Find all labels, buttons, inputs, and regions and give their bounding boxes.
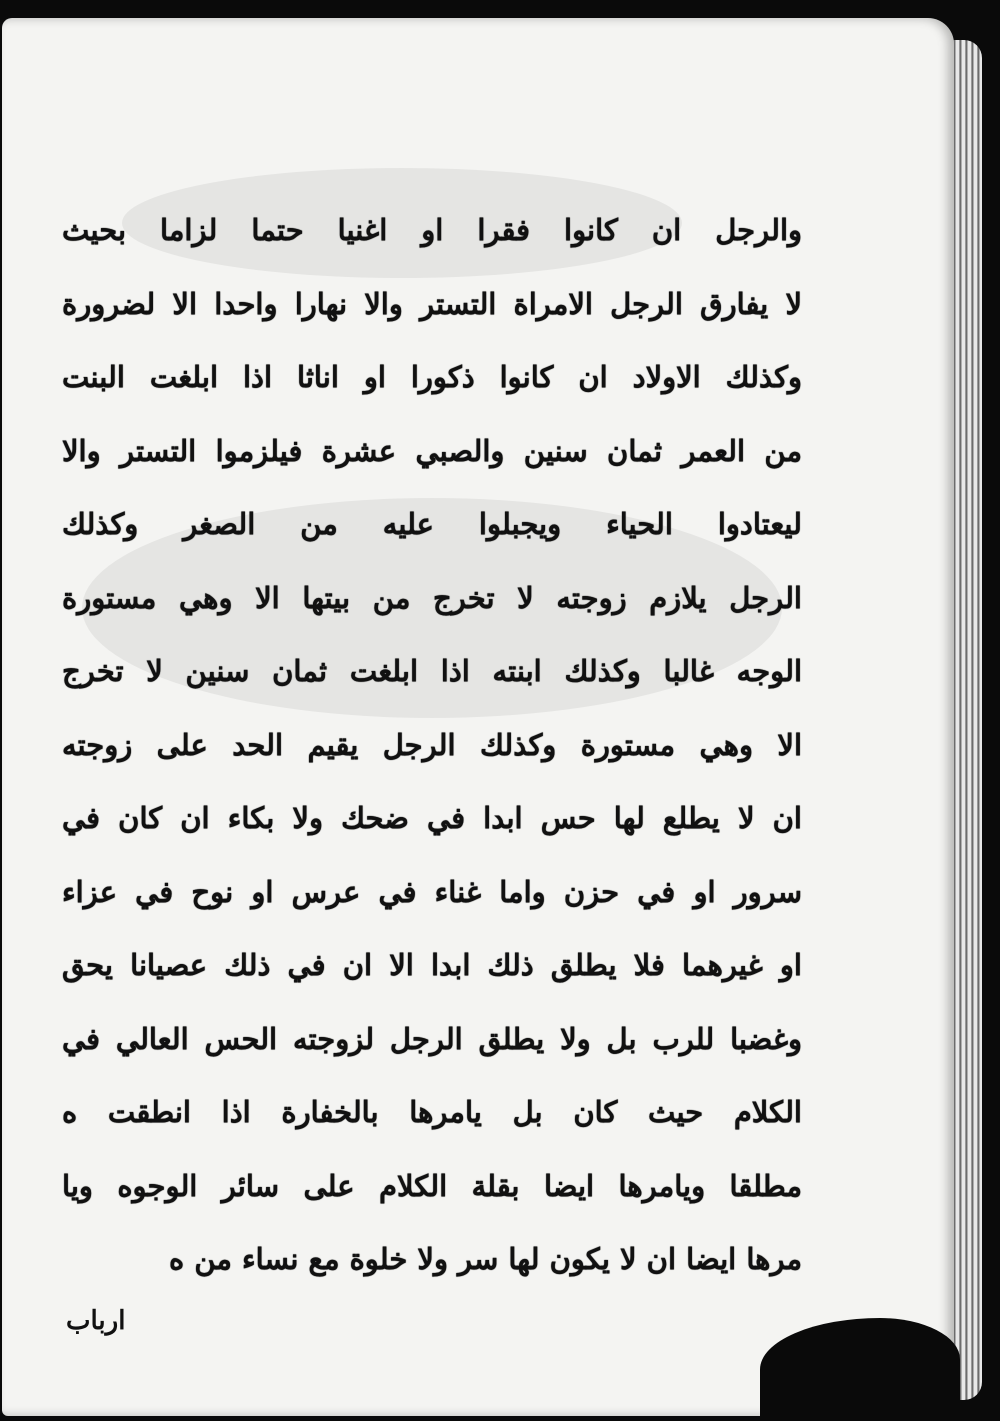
- catchword: ارباب: [66, 1306, 126, 1336]
- text-line: الا وهي مستورة وكذلك الرجل يقيم الحد على زوجته: [62, 727, 802, 762]
- manuscript-page: [2, 18, 954, 1416]
- text-line: والرجل ان كانوا فقرا او اغنيا حتما لزاما بحيث: [62, 213, 802, 247]
- text-line: من العمر ثمان سنين والصبي عشرة فيلزموا التستر والا: [62, 433, 802, 468]
- text-block: [62, 194, 802, 1297]
- text-line: مطلقا ويامرها ايضا بقلة الكلام على سائر الوجوه ويا: [62, 1168, 802, 1203]
- text-line: سرور او في حزن واما غناء في عرس او نوح في عزاء: [62, 874, 802, 909]
- text-line: وكذلك الاولاد ان كانوا ذكورا او اناثا اذا ابلغت البنت: [62, 360, 802, 394]
- text-line: وغضبا للرب بل ولا يطلق الرجل لزوجته الحس العالي في: [62, 1021, 802, 1056]
- text-line: لا يفارق الرجل الامراة التستر والا نهارا واحدا الا لضرورة: [62, 286, 802, 321]
- text-line: ان لا يطلع لها حس ابدا في ضحك ولا بكاء ان كان في: [62, 801, 802, 835]
- text-line: الرجل يلازم زوجته لا تخرج من بيتها الا وهي مستورة: [62, 580, 802, 615]
- text-line: ليعتادوا الحياء ويجبلوا عليه من الصغر وكذلك: [62, 507, 802, 541]
- text-line: الكلام حيث كان بل يامرها بالخفارة اذا انطقت ه: [62, 1095, 802, 1129]
- text-line: الوجه غالبا وكذلك ابنته اذا ابلغت ثمان سنين لا تخرج: [62, 654, 802, 688]
- text-line: مرها ايضا ان لا يكون لها سر ولا خلوة مع نساء من ه: [169, 1242, 802, 1276]
- text-line: او غيرهما فلا يطلق ذلك ابدا الا ان في ذلك عصيانا يحق: [62, 948, 802, 982]
